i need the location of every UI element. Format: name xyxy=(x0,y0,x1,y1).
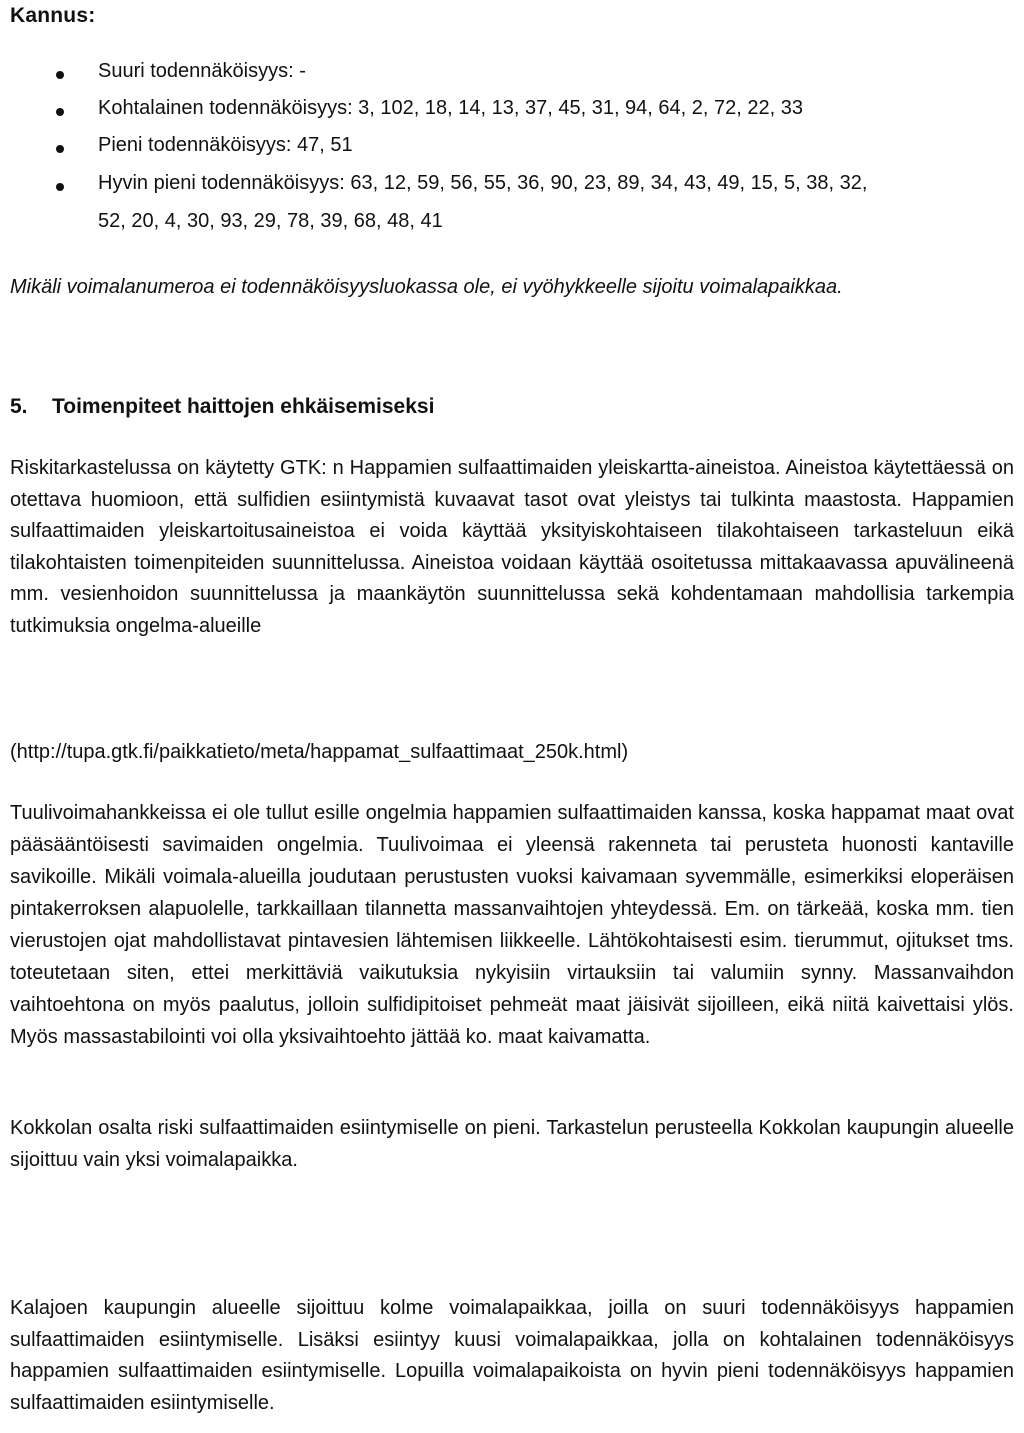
bullet-icon xyxy=(56,183,64,191)
paragraph-wind-power: Tuulivoimahankkeissa ei ole tullut esille ongelmia happamien sulfaattimaiden kanssa, koska happamat maat ovat pääsääntöisesti savimaiden ongelmia. Tuulivoimaa ei yleensä rakenneta tai perusteta huonosti kantaville savikoille. Mikäli voimala-alueilla joudutaan perustusten vuoksi kaivamaan syvemmälle, esimerkiksi eloperäisen pintakerroksen alapuolelle, tarkkaillaan tilannetta massanvaihtojen yhteydessä. Em. on tärkeää, koska mm. tien vierustojen ojat mahdollistavat pintavesien lähtemisen liikkeelle. Lähtökohtaisesti esim. tierummut, ojitukset tms. toteutetaan siten, ettei merkittäviä vaikutuksia nykyisiin virtauksiin tai valumiin synny. Massanvaihdon vaihtoehtona on myös paalutus, jolloin sulfidipitoiset pehmeät maat jäisivät sijoilleen, eikä niitä kaivettaisi ylös. Myös massastabilointi voi olla yksivaihtoehto jättää ko. maat kaivamatta. xyxy=(10,802,1014,1048)
paragraph-kalajoki: Kalajoen kaupungin alueelle sijoittuu kolme voimalapaikkaa, joilla on suuri todennäköisyys happamien sulfaattimaiden esiintymiselle. Lisäksi esiintyy kuusi voimalapaikkaa, jolla on kohtalainen todennäköisyys happamien sulfaattimaiden esiintymiselle. Lopuilla voimalapaikoista on hyvin pieni todennäköisyys happamien sulfaattimaiden esiintymiselle. xyxy=(10,1297,1014,1414)
paragraph-gtk-data: Riskitarkastelussa on käytetty GTK: n Happamien sulfaattimaiden yleiskartta-aineistoa. Aineistoa käytettäessä on otettava huomioon, että sulfidien esiintymistä kuvaavat tasot ovat yleistys tai tulkinta maastosta. Happamien sulfaattimaiden yleiskartoitusaineistoa ei voida käyttää yksityiskohtaiseen tilakohtaiseen tarkasteluun eikä tilakohtaisten toimenpiteiden suunnittelussa. Aineistoa voidaan käyttää osoitetussa mittakaavassa apuvälineenä mm. vesienhoidon suunnittelussa ja maankäytön suunnittelussa sekä kohdentamaan mahdollisia tarkempia tutkimuksia ongelma-alueille xyxy=(10,457,1014,637)
section-number: 5. xyxy=(10,395,28,418)
list-item-text: 52, 20, 4, 30, 93, 29, 78, 39, 68, 48, 41 xyxy=(98,210,443,232)
section-heading xyxy=(10,395,434,419)
reference-url: (http://tupa.gtk.fi/paikkatieto/meta/happamat_sulfaattimaat_250k.html) xyxy=(10,741,629,763)
kannus-note: Mikäli voimalanumeroa ei todennäköisyysluokassa ole, ei vyöhykkeelle sijoitu voimalapaikkaa. xyxy=(10,276,843,298)
bullet-icon xyxy=(56,71,64,79)
list-item-text: Suuri todennäköisyys: - xyxy=(98,60,306,82)
list-item-text: Kohtalainen todennäköisyys: 3, 102, 18, 14, 13, 37, 45, 31, 94, 64, 2, 72, 22, 33 xyxy=(98,97,803,119)
section-title: Toimenpiteet haittojen ehkäisemiseksi xyxy=(52,395,435,418)
bullet-icon xyxy=(56,145,64,153)
kannus-heading: Kannus: xyxy=(10,4,96,27)
list-item-text: Hyvin pieni todennäköisyys: 63, 12, 59, 56, 55, 36, 90, 23, 89, 34, 43, 49, 15, 5, 38, 32, xyxy=(98,172,868,194)
paragraph-kokkola: Kokkolan osalta riski sulfaattimaiden esiintymiselle on pieni. Tarkastelun perusteella Kokkolan kaupungin alueelle sijoittuu vain yksi voimalapaikka. xyxy=(10,1117,1014,1171)
bullet-icon xyxy=(56,108,64,116)
list-item-text: Pieni todennäköisyys: 47, 51 xyxy=(98,134,353,156)
